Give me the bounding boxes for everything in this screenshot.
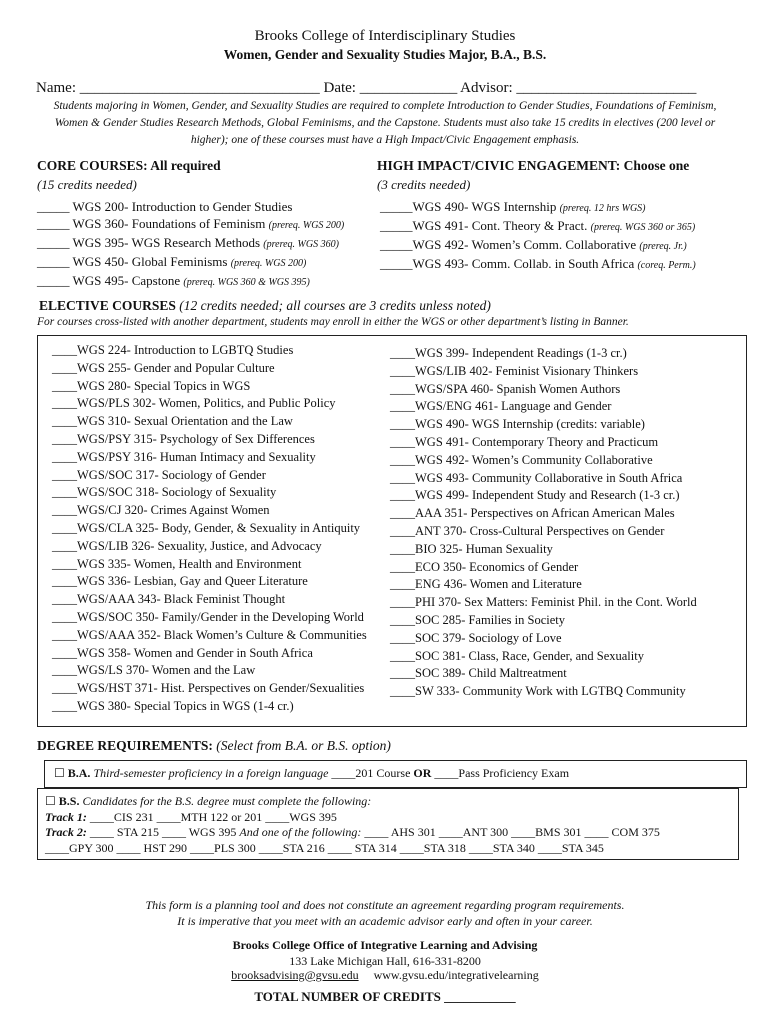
college-name: Brooks College of Interdisciplinary Studies	[254, 28, 516, 44]
list-item: ____WGS/SOC 350- Family/Gender in the Developing World	[52, 609, 364, 624]
electives-cross-list-note: For courses cross-listed with another department, students may enroll in either the WGS or other department’s listing in Banner.	[37, 316, 629, 328]
list-item: ____WGS/ENG 461- Language and Gender	[390, 399, 612, 414]
list-item: ____WGS/LS 370- Women and the Law	[52, 663, 256, 678]
prereq-note: (prereq. WGS 360 or 365)	[590, 222, 696, 233]
list-item: ____SOC 389- Child Maltreatment	[390, 666, 567, 681]
electives-heading-bold: ELECTIVE COURSES	[39, 298, 176, 313]
prereq-note: (coreq. Perm.)	[637, 260, 696, 271]
ba-description: Third-semester proficiency in a foreign language	[93, 766, 329, 780]
electives-left-column	[52, 342, 367, 716]
contact-links	[0, 968, 770, 983]
course-text: _____WGS 490- WGS Internship	[380, 199, 557, 214]
bs-description: Candidates for the B.S. degree must complete the following:	[82, 794, 372, 808]
major-title: Women, Gender and Sexuality Studies Major, B.A., B.S.	[223, 47, 547, 62]
list-item: ____WGS/AAA 343- Black Feminist Thought	[52, 592, 286, 607]
track-1	[45, 810, 660, 826]
list-item: ____WGS/SPA 460- Spanish Women Authors	[390, 381, 621, 396]
bs-header	[45, 794, 660, 810]
list-item: ____ANT 370- Cross-Cultural Perspectives on Gender	[390, 523, 665, 538]
bs-option	[45, 794, 660, 856]
list-item: ____WGS/PSY 316- Human Intimacy and Sexuality	[52, 449, 316, 464]
electives-heading	[39, 298, 491, 314]
list-item: ____WGS 492- Women’s Community Collaborative	[390, 452, 653, 467]
list-item: ____WGS/AAA 352- Black Women’s Culture & Communities	[52, 627, 367, 642]
bs-label: B.S.	[58, 794, 80, 808]
total-credits: TOTAL NUMBER OF CREDITS ___________	[254, 989, 516, 1004]
list-item: ____WGS/HST 371- Hist. Perspectives on Gender/Sexualities	[52, 681, 365, 696]
course-text: _____WGS 492- Women’s Comm. Collaborative	[380, 237, 637, 252]
core-course	[37, 234, 344, 253]
list-item: ____WGS 490- WGS Internship (credits: variable)	[390, 417, 645, 432]
list-item: ____WGS/LIB 326- Sexuality, Justice, and Advocacy	[52, 538, 322, 553]
course-text: _____ WGS 360- Foundations of Feminism	[37, 216, 266, 231]
prereq-note: (prereq. WGS 360)	[263, 239, 339, 250]
core-course	[37, 215, 344, 234]
track-2-courses: ____ STA 215 ____ WGS 395	[89, 825, 237, 839]
list-item: ____WGS 358- Women and Gender in South Africa	[52, 645, 313, 660]
list-item: ____SOC 381- Class, Race, Gender, and Sexuality	[390, 648, 644, 663]
ba-course-option: ____201 Course	[331, 766, 411, 780]
ba-exam-option: ____Pass Proficiency Exam	[434, 766, 570, 780]
track-2-options: ____ AHS 301 ____ANT 300 ____BMS 301 ____ COM 375	[364, 825, 660, 839]
list-item: ____WGS/SOC 318- Sociology of Sexuality	[52, 485, 277, 500]
high-impact-course	[380, 236, 696, 255]
core-course	[37, 198, 344, 215]
list-item: ____WGS/SOC 317- Sociology of Gender	[52, 467, 266, 482]
list-item: ____WGS 280- Special Topics in WGS	[52, 378, 251, 393]
ba-label: B.A.	[67, 766, 91, 780]
track-2-more: ____GPY 300 ____ HST 290 ____PLS 300 ____STA 216 ____ STA 314 ____STA 318 ____STA 340 ____STA 345	[45, 840, 604, 855]
course-text: _____WGS 493- Comm. Collab. in South Africa	[380, 256, 635, 271]
track-2-label: Track 2:	[45, 825, 87, 839]
list-item: ____WGS 224- Introduction to LGBTQ Studies	[52, 343, 294, 357]
high-impact-course	[380, 217, 696, 236]
course-text: _____ WGS 450- Global Feminisms	[37, 254, 228, 269]
prereq-note: (prereq. WGS 360 & WGS 395)	[183, 277, 310, 288]
list-item: ____WGS/CLA 325- Body, Gender, & Sexuality in Antiquity	[52, 520, 361, 535]
name-date-advisor-line: Name: ________________________________ Date: _____________ Advisor: ________________________	[36, 80, 697, 96]
high-impact-heading: HIGH IMPACT/CIVIC ENGAGEMENT: Choose one	[377, 158, 690, 173]
prereq-note: (prereq. 12 hrs WGS)	[559, 203, 646, 214]
list-item: ____SW 333- Community Work with LGTBQ Community	[390, 684, 686, 699]
prereq-note: (prereq. WGS 200)	[230, 258, 307, 269]
office-address: 133 Lake Michigan Hall, 616-331-8200	[289, 954, 481, 968]
list-item: ____WGS/CJ 320- Crimes Against Women	[52, 503, 270, 518]
track-2	[45, 825, 660, 841]
course-text: _____ WGS 200- Introduction to Gender Studies	[37, 199, 293, 214]
degree-heading-bold: DEGREE REQUIREMENTS:	[37, 738, 213, 753]
list-item: ____WGS 493- Community Collaborative in South Africa	[390, 470, 683, 485]
high-impact-course-list	[380, 198, 696, 274]
course-text: _____ WGS 395- WGS Research Methods	[37, 235, 261, 250]
electives-heading-note: (12 credits needed; all courses are 3 credits unless noted)	[179, 298, 491, 313]
intro-paragraph: Students majoring in Women, Gender, and Sexuality Studies are required to complete Introduction to Gender Studies, Foundations of Feminism, Women & Gender Studies Research Methods, Global Feminisms, and the Capstone. Students must also take 15 credits in electives (200 level or higher); one of these courses must have a High Impact/Civic Engagement emphasis.	[53, 100, 717, 146]
high-impact-course	[380, 255, 696, 274]
ba-checkbox[interactable]: ☐	[54, 766, 65, 780]
core-course	[37, 253, 344, 272]
core-course-list	[37, 198, 344, 291]
list-item: ____WGS 499- Independent Study and Research (1-3 cr.)	[390, 488, 680, 503]
course-text: _____WGS 491- Cont. Theory & Pract.	[380, 218, 588, 233]
ba-or: OR	[413, 766, 432, 780]
track-1-courses: ____CIS 231 ____MTH 122 or 201 ____WGS 395	[89, 809, 337, 824]
electives-right-column	[390, 345, 697, 701]
list-item: ____AAA 351- Perspectives on African American Males	[390, 506, 675, 521]
list-item: ____WGS 335- Women, Health and Environment	[52, 556, 302, 571]
degree-heading-note: (Select from B.A. or B.S. option)	[216, 738, 391, 753]
prereq-note: (prereq. Jr.)	[639, 241, 687, 252]
list-item: ____SOC 379- Sociology of Love	[390, 630, 562, 645]
list-item: ____BIO 325- Human Sexuality	[390, 541, 553, 556]
list-item: ____ENG 436- Women and Literature	[390, 577, 582, 592]
list-item: ____ECO 350- Economics of Gender	[390, 559, 579, 574]
core-credits: (15 credits needed)	[37, 177, 137, 192]
bs-checkbox[interactable]: ☐	[45, 794, 56, 808]
prereq-note: (prereq. WGS 200)	[268, 220, 345, 231]
list-item: ____WGS/LIB 402- Feminist Visionary Thinkers	[390, 363, 639, 378]
list-item: ____WGS/PLS 302- Women, Politics, and Public Policy	[52, 396, 336, 411]
track-2-choice-note: And one of the following:	[239, 825, 362, 839]
email-link[interactable]: brooksadvising@gvsu.edu	[231, 968, 359, 982]
list-item: ____SOC 285- Families in Society	[390, 612, 565, 627]
list-item: ____PHI 370- Sex Matters: Feminist Phil. in the Cont. World	[390, 595, 697, 610]
high-impact-credits: (3 credits needed)	[377, 177, 471, 192]
list-item: ____WGS 491- Contemporary Theory and Practicum	[390, 434, 659, 449]
disclaimer	[0, 897, 770, 929]
list-item: ____WGS 255- Gender and Popular Culture	[52, 360, 275, 375]
ba-option	[54, 766, 569, 781]
list-item: ____WGS/PSY 315- Psychology of Sex Differences	[52, 431, 315, 446]
degree-requirements-heading	[37, 738, 391, 754]
office-name: Brooks College Office of Integrative Learning and Advising	[232, 938, 538, 952]
list-item: ____WGS 310- Sexual Orientation and the Law	[52, 414, 293, 429]
course-text: _____ WGS 495- Capstone	[37, 273, 181, 288]
disclaimer-line-1: This form is a planning tool and does not constitute an agreement regarding program requirements.	[145, 898, 625, 912]
core-course	[37, 272, 344, 291]
disclaimer-line-2: It is imperative that you meet with an academic advisor early and often in your career.	[177, 914, 593, 928]
core-heading: CORE COURSES: All required	[37, 158, 221, 173]
high-impact-course	[380, 198, 696, 217]
list-item: ____WGS 336- Lesbian, Gay and Queer Literature	[52, 574, 308, 589]
list-item: ____WGS 380- Special Topics in WGS (1-4 cr.)	[52, 698, 294, 713]
list-item: ____WGS 399- Independent Readings (1-3 cr.)	[390, 346, 627, 360]
website-link[interactable]: www.gvsu.edu/integrativelearning	[373, 968, 539, 982]
track-1-label: Track 1:	[45, 809, 87, 824]
